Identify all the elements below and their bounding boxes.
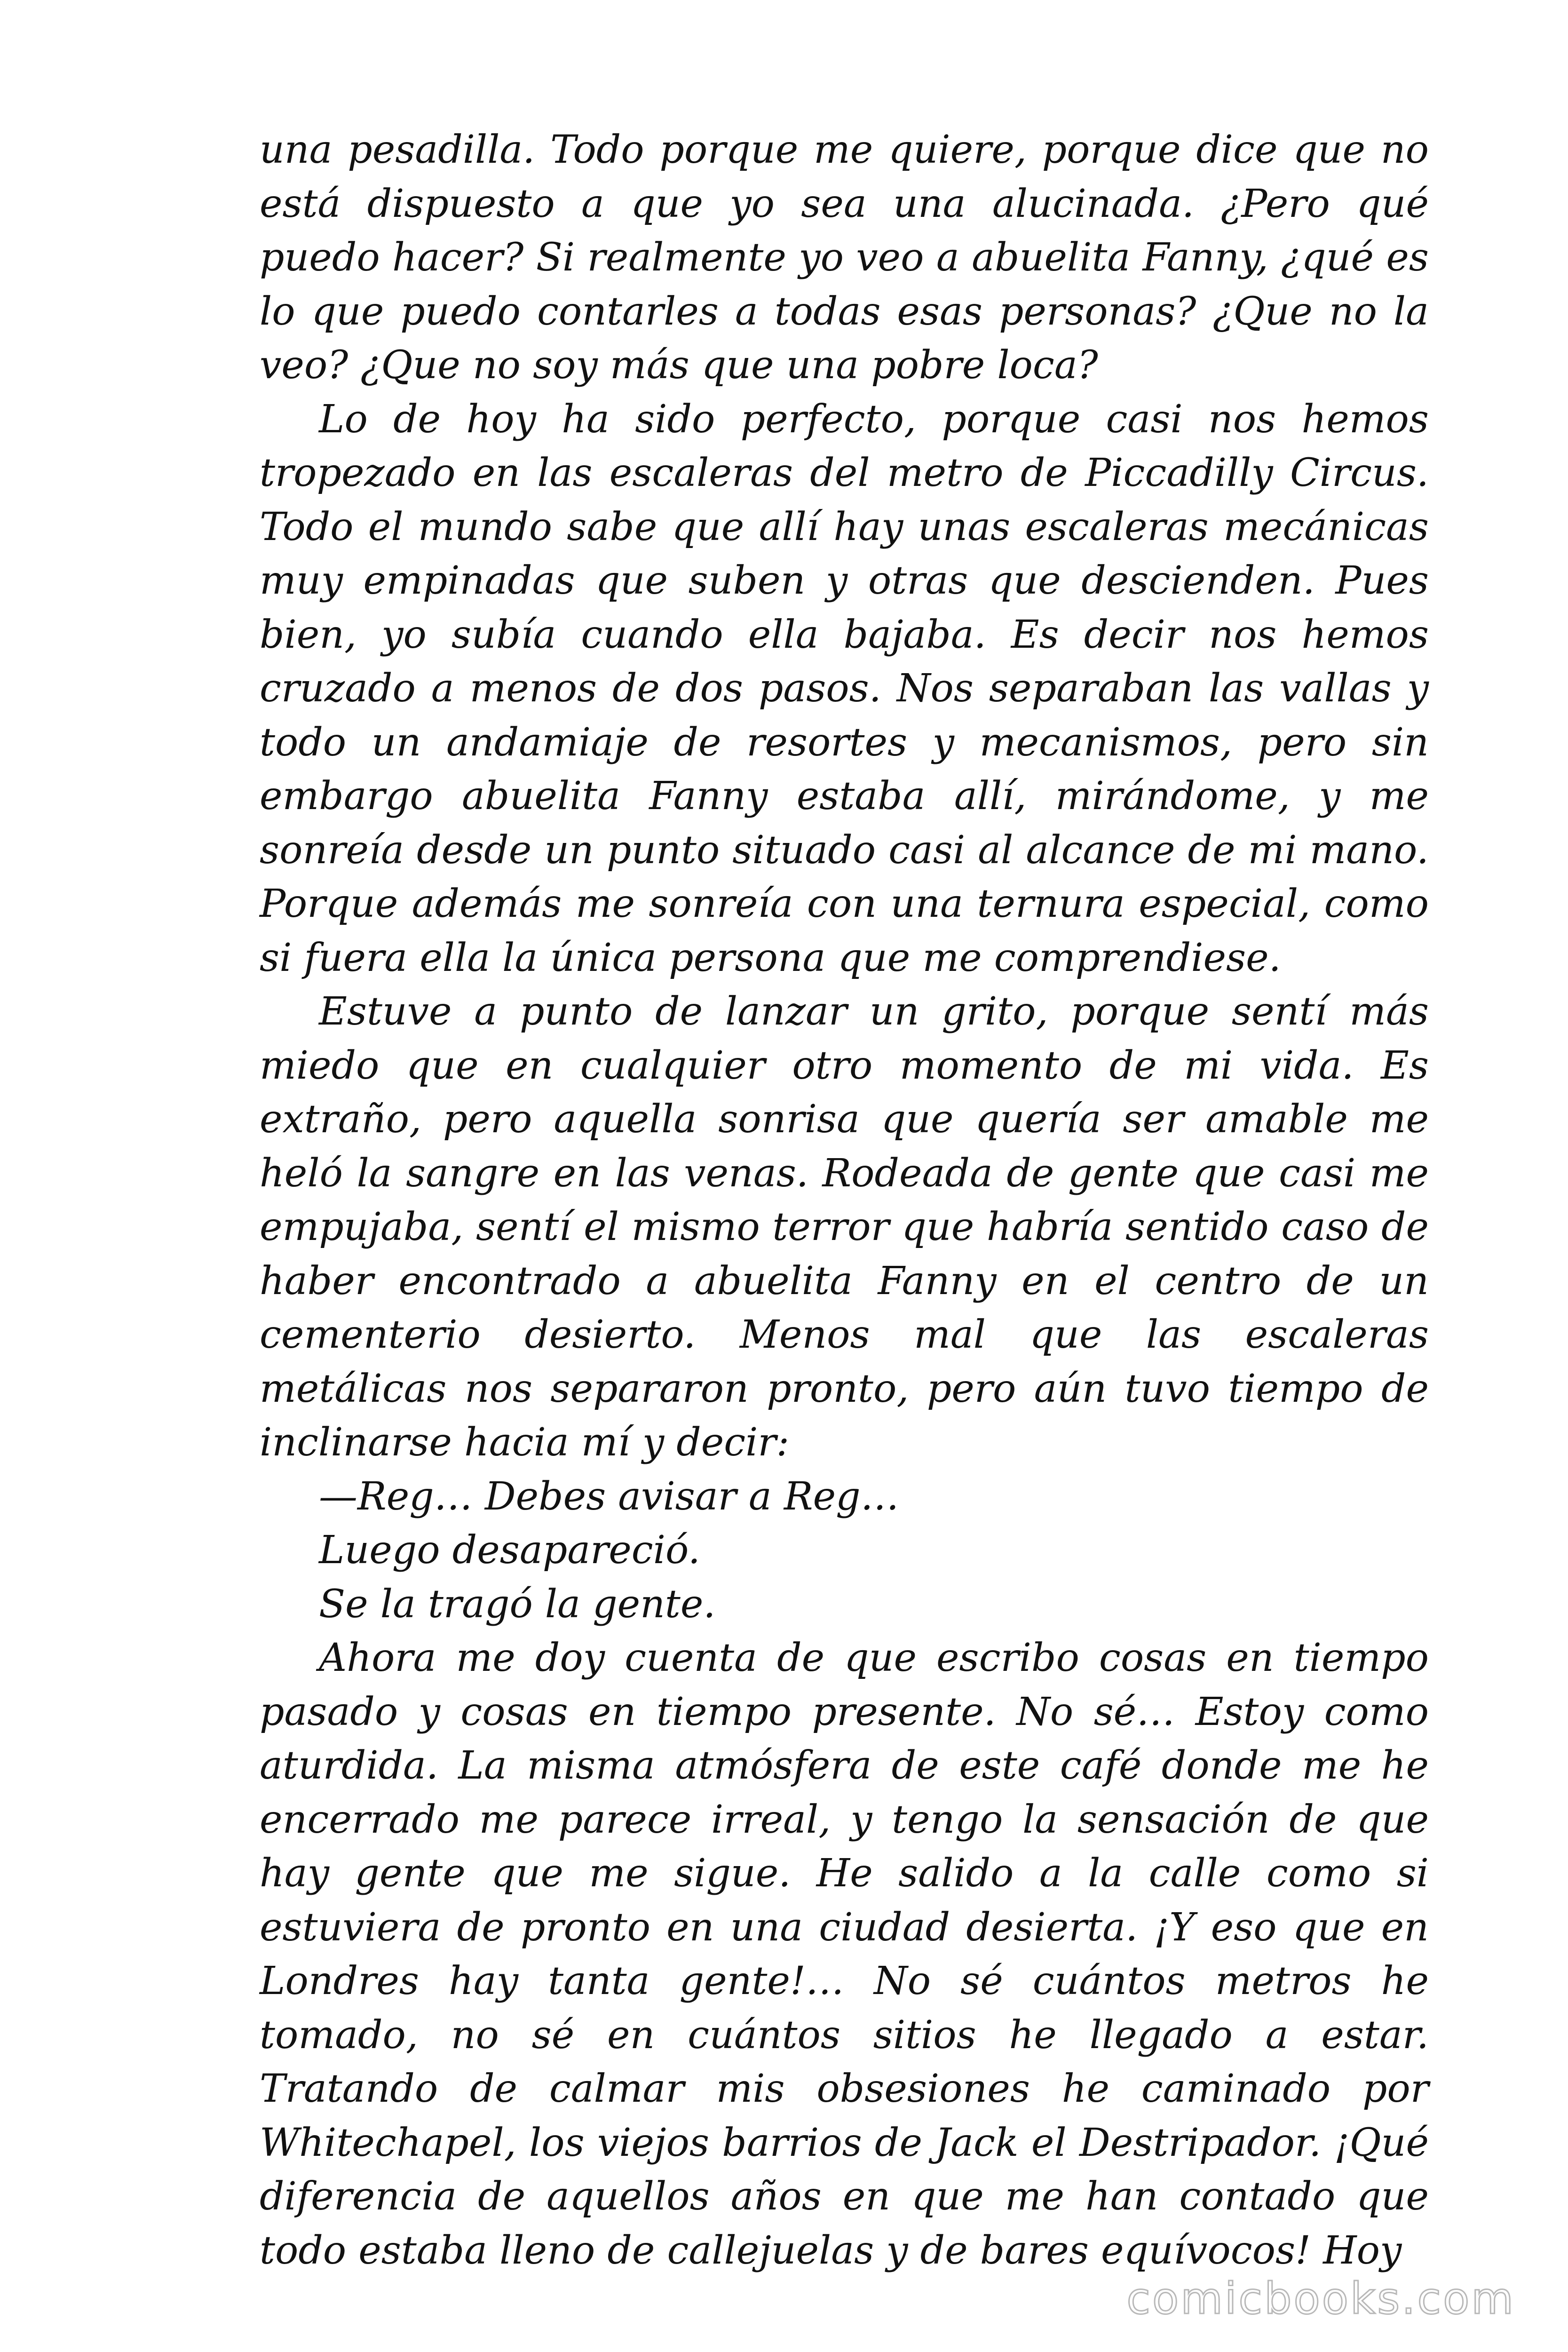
paragraph-fear: Estuve a punto de lanzar un grito, porque sentí más miedo que en cualquier otro momento de mi vida. Es extraño, pero aquella sonrisa que quería ser amable me heló la sangre en las venas. Rodeada de gente que casi me empujaba, sentí el mismo terror que habría sentido caso de haber encontrado a abuelita Fanny en el centro de un cementerio desierto. Menos mal que las escaleras metálicas nos separaron pronto, pero aún tuvo tiempo de inclinarse hacia mí y decir: bbox=[260, 989, 1429, 1465]
paragraph-disappeared: Luego desapareció. bbox=[319, 1528, 700, 1573]
paragraph-crowd: Se la tragó la gente. bbox=[319, 1581, 716, 1627]
paragraph-whitechapel: Ahora me doy cuenta de que escribo cosas en tiempo pasado y cosas en tiempo presente. No sé… Estoy como aturdida. La misma atmósfera de este café donde me he encerrado me parece irreal, y tengo la sensación de que hay gente que me sigue. He salido a la calle como si estuviera de pronto en una ciudad desierta. ¡Y eso que en Londres hay tanta gente!… No sé cuántos metros he tomado, no sé en cuántos sitios he llegado a estar. Tratando de calmar mis obsesiones he caminado por Whitechapel, los viejos barrios de Jack el Destripador. ¡Qué diferencia de aquellos años en que me han contado que todo estaba lleno de callejuelas y de bares equívocos! Hoy bbox=[260, 1636, 1429, 2273]
paragraph-piccadilly: Lo de hoy ha sido perfecto, porque casi nos hemos tropezado en las escaleras del metro de Piccadilly Circus. Todo el mundo sabe que allí hay unas escaleras mecánicas muy empinadas que suben y otras que descienden. Pues bien, yo subía cuando ella bajaba. Es decir nos hemos cruzado a menos de dos pasos. Nos separaban las vallas y todo un andamiaje de resortes y mecanismos, pero sin embargo abuelita Fanny estaba allí, mirándome, y me sonreía desde un punto situado casi al alcance de mi mano. Porque además me sonreía con una ternura especial, como si fuera ella la única persona que me comprendiese. bbox=[260, 397, 1429, 980]
body-text bbox=[260, 123, 1429, 2278]
paragraph-continuation: una pesadilla. Todo porque me quiere, porque dice que no está dispuesto a que yo sea una alucinada. ¿Pero qué puedo hacer? Si realmente yo veo a abuelita Fanny, ¿qué es lo que puedo contarles a todas esas personas? ¿Que no la veo? ¿Que no soy más que una pobre loca? bbox=[260, 127, 1429, 388]
dialogue-line: —Reg… Debes avisar a Reg… bbox=[319, 1474, 899, 1519]
watermark-logo: comicbooks.com bbox=[1126, 2273, 1515, 2324]
